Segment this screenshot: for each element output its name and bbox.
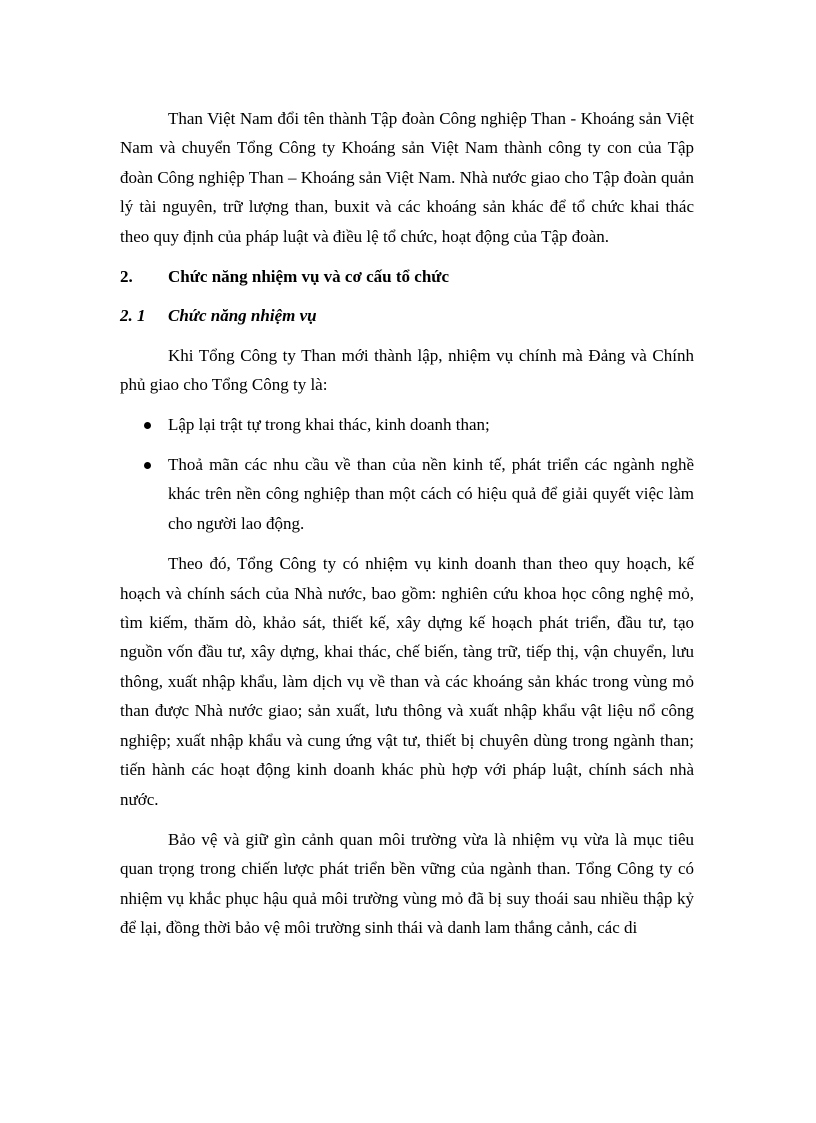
paragraph-tasks-intro: Khi Tổng Công ty Than mới thành lập, nhiệm vụ chính mà Đảng và Chính phủ giao cho Tổng Công ty là:	[120, 345, 694, 395]
subsection-number: 2. 1	[120, 306, 146, 326]
bullet-icon	[144, 422, 151, 429]
bullet-icon	[144, 462, 151, 469]
paragraph-business: Theo đó, Tổng Công ty có nhiệm vụ kinh doanh than theo quy hoạch, kế hoạch và chính sách của Nhà nước, bao gồm: nghiên cứu khoa học công nghệ mỏ, tìm kiếm, thăm dò, khảo sát, thiết kế, xây dựng kế hoạch phát triển, đầu tư, tạo nguồn vốn đầu tư, xây dựng, khai thác, chế biến, tàng trữ, tiếp thị, vận chuyển, lưu thông, xuất nhập khẩu, làm dịch vụ về than và các khoáng sản khác trong vùng mỏ than được Nhà nước giao; sản xuất, lưu thông và xuất nhập khẩu vật liệu nổ công nghiệp; xuất nhập khẩu và cung ứng vật tư, thiết bị chuyên dùng trong ngành than; tiến hành các hoạt động kinh doanh khác phù hợp với pháp luật, chính sách nhà nước.	[120, 554, 694, 809]
section-number: 2.	[120, 267, 133, 287]
subsection-title: Chức năng nhiệm vụ	[168, 306, 317, 326]
page-body	[120, 104, 694, 943]
list-item	[120, 450, 694, 538]
list-item-text: Thoả mãn các nhu cầu về than của nền kinh tế, phát triển các ngành nghề khác trên nền công nghiệp than một cách có hiệu quả để giải quyết việc làm cho người lao động.	[168, 455, 694, 533]
paragraph-environment: Bảo vệ và giữ gìn cảnh quan môi trường vừa là nhiệm vụ vừa là mục tiêu quan trọng trong chiến lược phát triển bền vững của ngành than. Tổng Công ty có nhiệm vụ khắc phục hậu quả môi trường vùng mỏ đã bị suy thoái sau nhiều thập kỷ để lại, đồng thời bảo vệ môi trường sinh thái và danh lam thắng cảnh, các di	[120, 829, 694, 938]
section-title: Chức năng nhiệm vụ và cơ cấu tổ chức	[168, 267, 450, 287]
section-heading-2	[120, 262, 694, 291]
paragraph-intro: Than Việt Nam đổi tên thành Tập đoàn Công nghiệp Than - Khoáng sản Việt Nam và chuyển Tổng Công ty Khoáng sản Việt Nam thành công ty con của Tập đoàn Công nghiệp Than – Khoáng sản Việt Nam. Nhà nước giao cho Tập đoàn quản lý tài nguyên, trữ lượng than, buxit và các khoáng sản khác để tổ chức khai thác theo quy định của pháp luật và điều lệ tổ chức, hoạt động của Tập đoàn.	[120, 109, 694, 246]
task-bullet-list	[120, 410, 694, 539]
list-item	[120, 410, 694, 439]
subsection-heading-2-1	[120, 301, 694, 330]
list-item-text: Lập lại trật tự trong khai thác, kinh doanh than;	[168, 414, 490, 434]
